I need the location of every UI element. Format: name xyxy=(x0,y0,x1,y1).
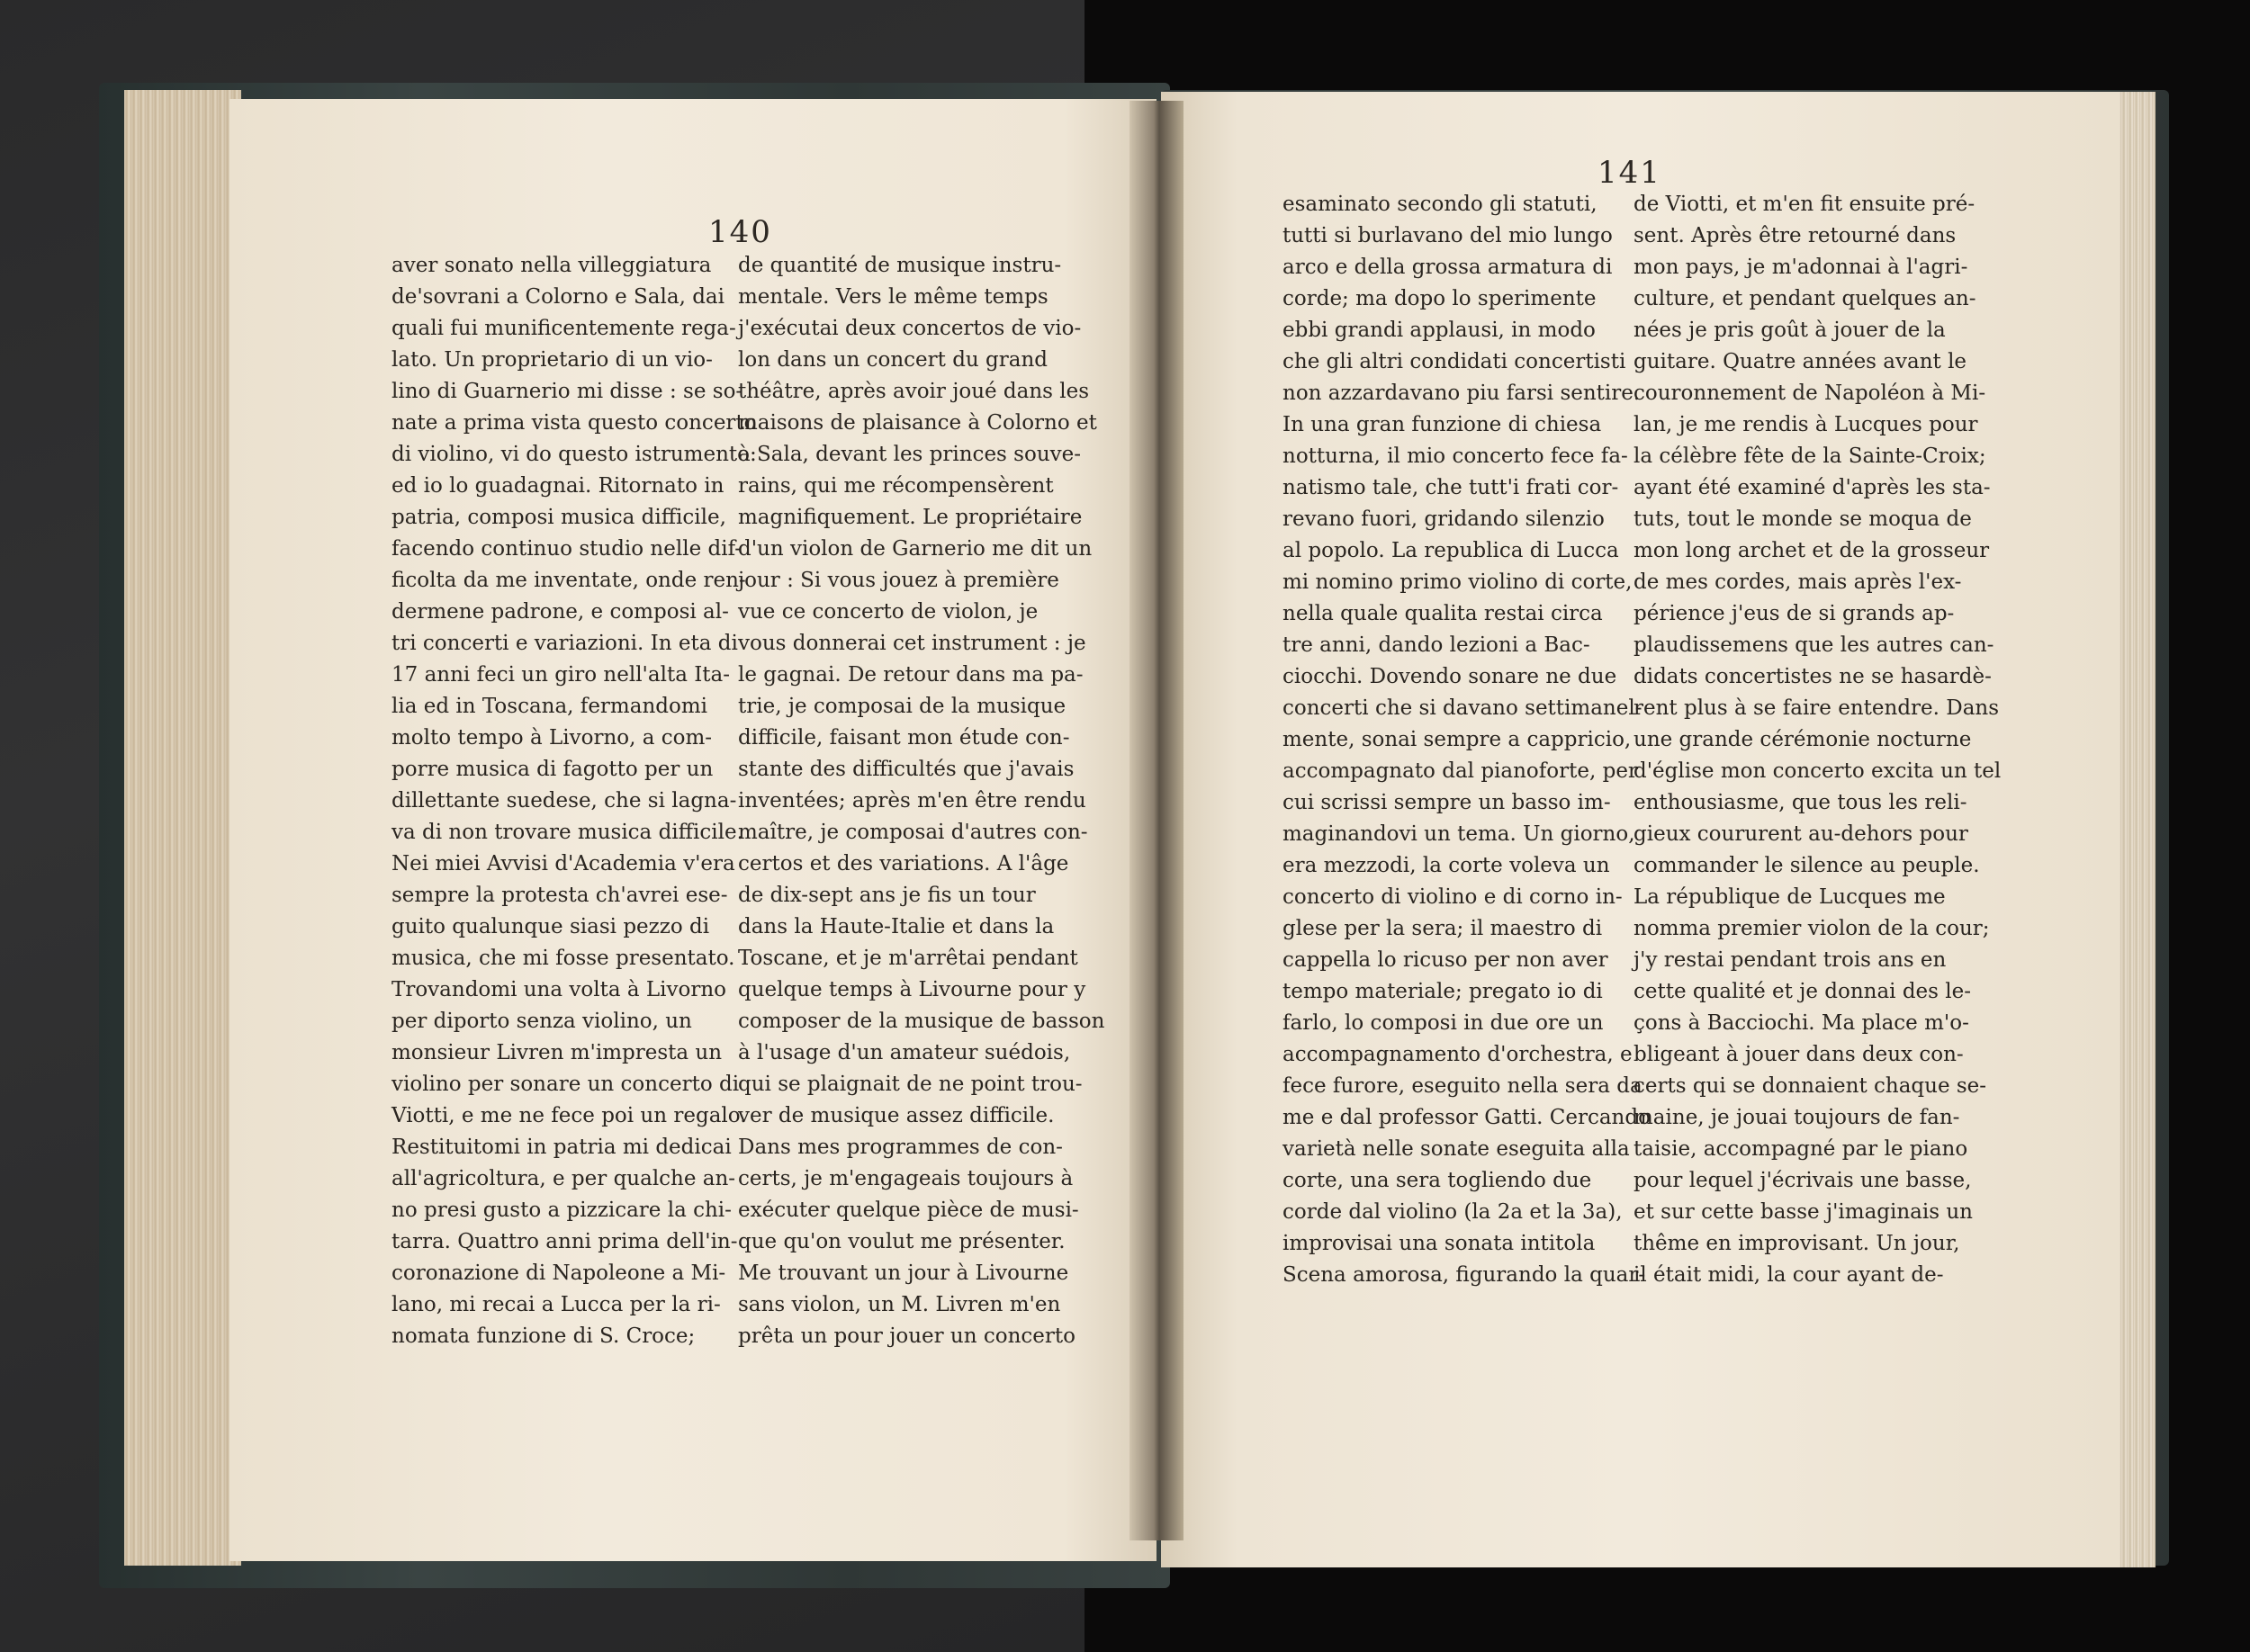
text-line: difficile, faisant mon étude con- xyxy=(738,726,1070,750)
text-line: sempre la protesta ch'avrei ese- xyxy=(392,884,728,907)
text-line: varietà nelle sonate eseguita alla xyxy=(1282,1137,1630,1161)
text-line: tutti si burlavano del mio lungo xyxy=(1282,224,1613,247)
text-line: va di non trovare musica difficile. xyxy=(392,821,743,844)
text-line: de mes cordes, mais après l'ex- xyxy=(1634,570,1962,594)
text-line: inventées; après m'en être rendu xyxy=(738,789,1086,813)
text-line: nate a prima vista questo concerto xyxy=(392,411,757,435)
text-line: une grande cérémonie nocturne xyxy=(1634,728,1972,751)
text-line: no presi gusto a pizzicare la chi- xyxy=(392,1199,732,1222)
text-line: che gli altri condidati concertisti xyxy=(1282,350,1626,373)
text-line: dillettante suedese, che si lagna- xyxy=(392,789,737,813)
text-line: certos et des variations. A l'âge xyxy=(738,852,1069,875)
text-line: improvisai una sonata intitola xyxy=(1282,1232,1596,1255)
text-line: mi nomino primo violino di corte, xyxy=(1282,570,1633,594)
text-line: corde; ma dopo lo sperimente xyxy=(1282,287,1597,310)
text-line: j'exécutai deux concertos de vio- xyxy=(738,317,1082,340)
text-line: la célèbre fête de la Sainte-Croix; xyxy=(1634,444,1986,468)
text-line: il était midi, la cour ayant de- xyxy=(1634,1263,1944,1287)
text-line: ficolta da me inventate, onde ren- xyxy=(392,569,746,592)
text-line: vous donnerai cet instrument : je xyxy=(738,632,1086,655)
text-line: Me trouvant un jour à Livourne xyxy=(738,1261,1069,1285)
text-line: ebbi grandi applausi, in modo xyxy=(1282,319,1596,342)
text-line: sans violon, un M. Livren m'en xyxy=(738,1293,1061,1316)
text-line: Scena amorosa, figurando la quar- xyxy=(1282,1263,1646,1287)
text-line: aver sonato nella villeggiatura xyxy=(392,254,712,277)
text-line: 17 anni feci un giro nell'alta Ita- xyxy=(392,663,731,687)
text-line: prêta un pour jouer un concerto xyxy=(738,1324,1076,1348)
text-line: per diporto senza violino, un xyxy=(392,1010,692,1033)
text-line: exécuter quelque pièce de musi- xyxy=(738,1199,1079,1222)
page-edges-right xyxy=(2115,92,2156,1567)
text-line: Viotti, e me ne fece poi un regalo. xyxy=(392,1104,747,1127)
text-line: lan, je me rendis à Lucques pour xyxy=(1634,413,1978,436)
text-line: jour : Si vous jouez à première xyxy=(738,569,1059,592)
text-line: mon pays, je m'adonnai à l'agri- xyxy=(1634,256,1968,279)
text-line: maître, je composai d'autres con- xyxy=(738,821,1088,844)
right-page xyxy=(1161,92,2120,1567)
text-line: concerto di violino e di corno in- xyxy=(1282,885,1623,909)
text-line: tempo materiale; pregato io di xyxy=(1282,980,1603,1003)
text-line: molto tempo à Livorno, a com- xyxy=(392,726,713,750)
text-line: sent. Après être retourné dans xyxy=(1634,224,1957,247)
text-line: de'sovrani a Colorno e Sala, dai xyxy=(392,285,724,309)
right-page-column-italian xyxy=(1282,189,1651,1291)
text-line: me e dal professor Gatti. Cercando xyxy=(1282,1106,1651,1129)
text-line: violino per sonare un concerto di xyxy=(392,1073,740,1096)
text-line: enthousiasme, que tous les reli- xyxy=(1634,791,1967,814)
text-line: esaminato secondo gli statuti, xyxy=(1282,193,1598,216)
text-line: gieux coururent au-dehors pour xyxy=(1634,822,1968,846)
text-line: maisons de plaisance à Colorno et xyxy=(738,411,1097,435)
text-line: corde dal violino (la 2a et la 3a), xyxy=(1282,1200,1623,1224)
text-line: magnifiquement. Le propriétaire xyxy=(738,506,1083,529)
text-line: guitare. Quatre années avant le xyxy=(1634,350,1967,373)
text-line: trie, je composai de la musique xyxy=(738,695,1066,718)
text-line: de Viotti, et m'en fit ensuite pré- xyxy=(1634,193,1976,216)
text-line: tuts, tout le monde se moqua de xyxy=(1634,507,1972,531)
text-line: commander le silence au peuple. xyxy=(1634,854,1980,877)
text-line: thême en improvisant. Un jour, xyxy=(1634,1232,1960,1255)
text-line: In una gran funzione di chiesa xyxy=(1282,413,1602,436)
text-line: qui se plaignait de ne point trou- xyxy=(738,1073,1083,1096)
text-line: lino di Guarnerio mi disse : se so- xyxy=(392,380,743,403)
text-line: porre musica di fagotto per un xyxy=(392,758,714,781)
text-line: monsieur Livren m'impresta un xyxy=(392,1041,723,1064)
text-line: cette qualité et je donnai des le- xyxy=(1634,980,1972,1003)
text-line: arco e della grossa armatura di xyxy=(1282,256,1613,279)
page-edges-left xyxy=(124,90,241,1566)
text-line: Nei miei Avvisi d'Academia v'era xyxy=(392,852,735,875)
text-line: j'y restai pendant trois ans en xyxy=(1634,948,1947,972)
book-gutter xyxy=(1130,101,1184,1540)
text-line: périence j'eus de si grands ap- xyxy=(1634,602,1955,625)
text-line: musica, che mi fosse presentato. xyxy=(392,947,735,970)
text-line: composer de la musique de basson xyxy=(738,1010,1105,1033)
text-line: accompagnamento d'orchestra, e xyxy=(1282,1043,1633,1066)
text-line: quelque temps à Livourne pour y xyxy=(738,978,1086,1001)
text-line: que qu'on voulut me présenter. xyxy=(738,1230,1066,1253)
text-line: et sur cette basse j'imaginais un xyxy=(1634,1200,1973,1224)
text-line: cui scrissi sempre un basso im- xyxy=(1282,791,1611,814)
text-line: mon long archet et de la grosseur xyxy=(1634,539,1990,562)
text-line: d'église mon concerto excita un tel xyxy=(1634,759,2002,783)
text-line: ed io lo guadagnai. Ritornato in xyxy=(392,474,724,498)
text-line: Trovandomi una volta à Livorno xyxy=(392,978,727,1001)
page-number-left: 140 xyxy=(708,214,772,250)
text-line: all'agricoltura, e per qualche an- xyxy=(392,1167,736,1190)
text-line: d'un violon de Garnerio me dit un xyxy=(738,537,1093,561)
text-line: lon dans un concert du grand xyxy=(738,348,1048,372)
text-line: bligeant à jouer dans deux con- xyxy=(1634,1043,1964,1066)
text-line: nomata funzione di S. Croce; xyxy=(392,1324,696,1348)
text-line: taisie, accompagné par le piano xyxy=(1634,1137,1968,1161)
text-line: tarra. Quattro anni prima dell'in- xyxy=(392,1230,738,1253)
text-line: dans la Haute-Italie et dans la xyxy=(738,915,1055,938)
text-line: certs qui se donnaient chaque se- xyxy=(1634,1074,1987,1098)
text-line: revano fuori, gridando silenzio xyxy=(1282,507,1605,531)
text-line: mente, sonai sempre a cappricio, xyxy=(1282,728,1632,751)
text-line: farlo, lo composi in due ore un xyxy=(1282,1011,1604,1035)
text-line: théâtre, après avoir joué dans les xyxy=(738,380,1090,403)
text-line: non azzardavano piu farsi sentire. xyxy=(1282,382,1641,405)
text-line: glese per la sera; il maestro di xyxy=(1282,917,1603,940)
text-line: di violino, vi do questo istrumento: xyxy=(392,443,757,466)
text-line: quali fui munificentemente rega- xyxy=(392,317,736,340)
text-line: culture, et pendant quelques an- xyxy=(1634,287,1976,310)
text-line: çons à Bacciochi. Ma place m'o- xyxy=(1634,1011,1969,1035)
text-line: natismo tale, che tutt'i frati cor- xyxy=(1282,476,1619,499)
text-line: Toscane, et je m'arrêtai pendant xyxy=(738,947,1078,970)
text-line: nomma premier violon de la cour; xyxy=(1634,917,1990,940)
text-line: al popolo. La republica di Lucca xyxy=(1282,539,1619,562)
text-line: stante des difficultés que j'avais xyxy=(738,758,1075,781)
text-line: vue ce concerto de violon, je xyxy=(738,600,1039,624)
text-line: notturna, il mio concerto fece fa- xyxy=(1282,444,1628,468)
text-line: certs, je m'engageais toujours à xyxy=(738,1167,1074,1190)
text-line: mentale. Vers le même temps xyxy=(738,285,1048,309)
text-line: cappella lo ricuso per non aver xyxy=(1282,948,1608,972)
text-line: dermene padrone, e composi al- xyxy=(392,600,729,624)
text-line: nées je pris goût à jouer de la xyxy=(1634,319,1946,342)
text-line: à l'usage d'un amateur suédois, xyxy=(738,1041,1071,1064)
text-line: lato. Un proprietario di un vio- xyxy=(392,348,713,372)
text-line: tri concerti e variazioni. In eta di xyxy=(392,632,738,655)
text-line: de dix-sept ans je fis un tour xyxy=(738,884,1036,907)
text-line: La république de Lucques me xyxy=(1634,885,1946,909)
right-page-column-french xyxy=(1634,189,2002,1291)
text-line: de quantité de musique instru- xyxy=(738,254,1062,277)
text-line: patria, composi musica difficile, xyxy=(392,506,726,529)
text-line: lia ed in Toscana, fermandomi xyxy=(392,695,707,718)
text-line: ciocchi. Dovendo sonare ne due xyxy=(1282,665,1617,688)
text-line: era mezzodi, la corte voleva un xyxy=(1282,854,1610,877)
text-line: ayant été examiné d'après les sta- xyxy=(1634,476,1991,499)
text-line: rent plus à se faire entendre. Dans xyxy=(1634,696,2000,720)
text-line: lano, mi recai a Lucca per la ri- xyxy=(392,1293,721,1316)
text-line: maine, je jouai toujours de fan- xyxy=(1634,1106,1960,1129)
text-line: ver de musique assez difficile. xyxy=(738,1104,1055,1127)
text-line: coronazione di Napoleone a Mi- xyxy=(392,1261,726,1285)
text-line: couronnement de Napoléon à Mi- xyxy=(1634,382,1986,405)
left-page-column-italian xyxy=(392,250,757,1352)
left-page-column-french xyxy=(738,250,1105,1352)
text-line: didats concertistes ne se hasardè- xyxy=(1634,665,1992,688)
text-line: concerti che si davano settimanel- xyxy=(1282,696,1642,720)
text-line: tre anni, dando lezioni a Bac- xyxy=(1282,633,1590,657)
text-line: à Sala, devant les princes souve- xyxy=(738,443,1082,466)
text-line: pour lequel j'écrivais une basse, xyxy=(1634,1169,1972,1192)
left-page xyxy=(230,99,1156,1561)
text-line: guito qualunque siasi pezzo di xyxy=(392,915,710,938)
page-number-right: 141 xyxy=(1598,155,1661,191)
text-line: maginandovi un tema. Un giorno, xyxy=(1282,822,1635,846)
text-line: fece furore, eseguito nella sera da xyxy=(1282,1074,1642,1098)
text-line: Restituitomi in patria mi dedicai xyxy=(392,1136,732,1159)
text-line: le gagnai. De retour dans ma pa- xyxy=(738,663,1084,687)
text-line: Dans mes programmes de con- xyxy=(738,1136,1063,1159)
text-line: facendo continuo studio nelle dif- xyxy=(392,537,742,561)
text-line: corte, una sera togliendo due xyxy=(1282,1169,1592,1192)
text-line: plaudissemens que les autres can- xyxy=(1634,633,1994,657)
text-line: rains, qui me récompensèrent xyxy=(738,474,1054,498)
text-line: accompagnato dal pianoforte, per xyxy=(1282,759,1638,783)
text-line: nella quale qualita restai circa xyxy=(1282,602,1603,625)
